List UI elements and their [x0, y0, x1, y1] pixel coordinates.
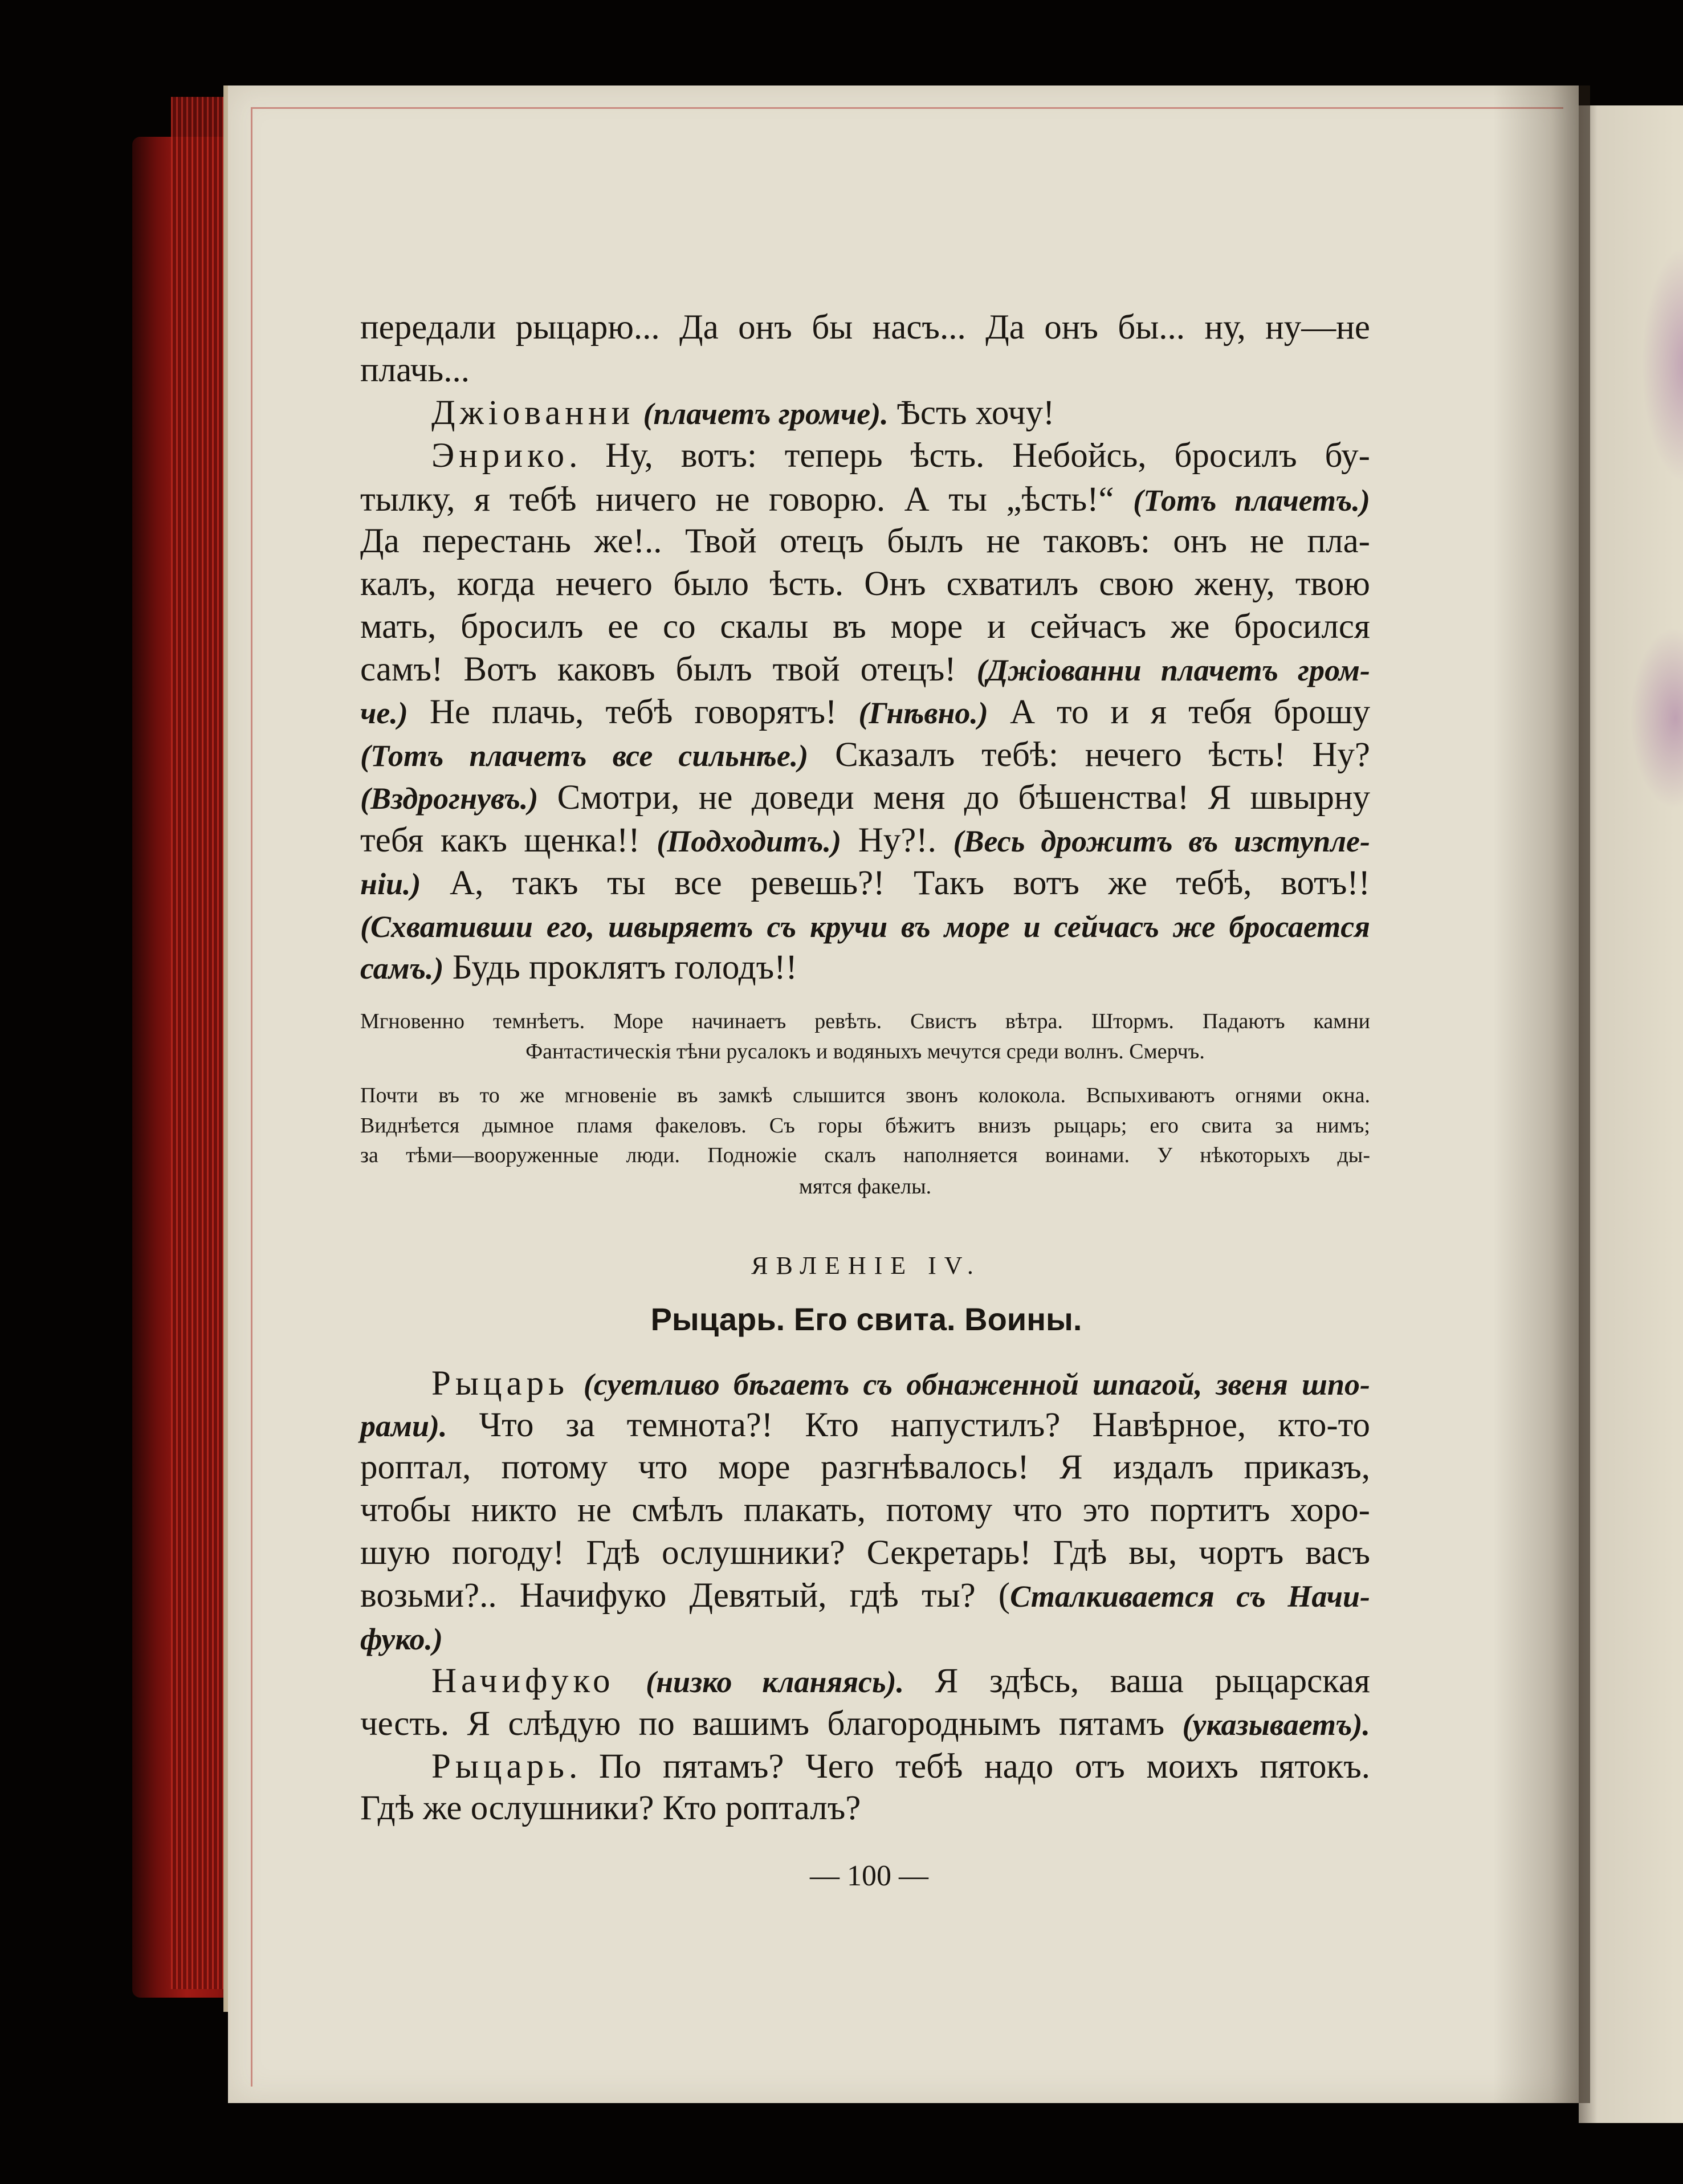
line-text: плачь...: [360, 351, 470, 389]
dialogue-line: [431, 436, 1370, 476]
speaker-name: Рыцарь: [431, 1747, 569, 1786]
stage-direction-line: Фантастическія тѣни русалокъ и водяныхъ мечутся среди волнъ. Смерчъ.: [525, 1040, 1205, 1064]
stage-remark: (Тотъ плачетъ все сильнѣе.): [360, 739, 809, 773]
line-text: самъ! Вотъ каковъ былъ твой отецъ!: [360, 650, 977, 688]
line-text: мать, бросилъ ее со скалы въ море и сейчасъ же бросился: [360, 608, 1370, 646]
stage-direction-line: Мгновенно темнѣетъ. Море начинаетъ ревѣть. Свистъ вѣтра. Штормъ. Падаютъ камни: [360, 1009, 1370, 1033]
stage-remark: (Весь дрожитъ въ изступле-: [953, 824, 1370, 858]
line-text: чтобы никто не смѣлъ плакать, потому что это портитъ хоро-: [360, 1491, 1370, 1529]
dialogue-line: [360, 821, 1370, 861]
stage-remark: (Вздрогнувъ.): [360, 781, 539, 816]
stage-remark: ніи.): [360, 867, 421, 901]
dialogue-line: [360, 735, 1370, 775]
line-text: Не плачь, тебѣ говорятъ!: [407, 693, 859, 731]
line-text: Ну?!.: [841, 821, 953, 859]
dialogue-line: [360, 1533, 1370, 1573]
scene-title: Рыцарь. Его свита. Воины.: [650, 1301, 1082, 1337]
stage-remark: (Тотъ плачетъ.): [1133, 483, 1370, 518]
dialogue-line: [431, 1364, 1370, 1404]
stage-remark: (Гнѣвно.): [858, 696, 988, 730]
page-number: — 100 —: [810, 1860, 928, 1892]
line-text: тылку, я тебѣ ничего не говорю. А ты „ѣсть!“: [360, 480, 1134, 519]
stage-remark: (Подходитъ.): [657, 824, 842, 858]
dialogue-line: [431, 1661, 1370, 1701]
dialogue-line: [360, 351, 1370, 390]
dialogue-line: [360, 1448, 1370, 1488]
line-text: Да перестань же!.. Твой отецъ былъ не таковъ: онъ не пла-: [360, 522, 1370, 560]
dialogue-line: [360, 863, 1370, 903]
dialogue-line: [360, 1576, 1370, 1616]
dialogue-line: [360, 906, 1370, 946]
stage-remark: (суетливо бѣгаетъ съ обнаженной шпагой, звеня шпо-: [583, 1367, 1370, 1401]
stage-remark: Сталкивается съ Начи-: [1010, 1579, 1370, 1613]
line-text: Ѣсть хочу!: [888, 394, 1055, 432]
line-text: [615, 1662, 646, 1700]
line-text: передали рыцарю... Да онъ бы насъ... Да онъ бы... ну, ну—не: [360, 308, 1370, 347]
speaker-name: Начифуко: [431, 1662, 615, 1700]
stage-remark: че.): [360, 696, 408, 730]
dialogue-line: [360, 1490, 1370, 1530]
line-text: Будь проклятъ голодъ!!: [443, 948, 797, 987]
dialogue-line: [360, 564, 1370, 604]
line-text: А то и я тебя брошу: [988, 693, 1370, 731]
dialogue-line: [360, 1704, 1370, 1744]
stage-remark: самъ.): [360, 951, 444, 985]
dialogue-line: [360, 1619, 1370, 1659]
stage-remark: (низко кланяясь).: [646, 1665, 904, 1699]
stage-direction-line: за тѣми—вооруженные люди. Подножіе скалъ наполняется воинами. У нѣкоторыхъ ды-: [360, 1143, 1370, 1167]
stage-remark: рами).: [360, 1409, 447, 1443]
line-text: тебя какъ щенка!!: [360, 821, 657, 859]
dialogue-line: [431, 1747, 1370, 1787]
line-text: роптал, потому что море разгнѣвалось! Я издалъ приказъ,: [360, 1448, 1370, 1486]
dialogue-line: [360, 308, 1370, 348]
line-text: Гдѣ же ослушники? Кто ропталъ?: [360, 1789, 861, 1827]
stage-direction-line: мятся факелы.: [798, 1175, 932, 1199]
dialogue-line: [360, 521, 1370, 561]
line-text: Смотри, не доведи меня до бѣшенства! Я швырну: [538, 779, 1370, 817]
line-text: возьми?.. Начифуко Девятый, гдѣ ты? (: [360, 1576, 1010, 1615]
stage-direction-line: Виднѣется дымное пламя факеловъ. Съ горы бѣжитъ внизъ рыцарь; его свита за нимъ;: [360, 1114, 1370, 1138]
line-text: Я здѣсь, ваша рыцарская: [904, 1662, 1370, 1700]
speaker-name: Джіованни: [431, 394, 635, 432]
line-text: [569, 1364, 584, 1403]
stage-remark: (Джіованни плачетъ гром-: [976, 653, 1370, 687]
stage-remark: (указываетъ).: [1182, 1708, 1370, 1742]
dialogue-line: [360, 1405, 1370, 1445]
dialogue-line: [360, 1788, 1370, 1828]
stage-remark: (Схвативши его, швыряетъ съ кручи въ море и сейчасъ же бросается: [360, 910, 1370, 944]
line-text: шую погоду! Гдѣ ослушники? Секретарь! Гдѣ вы, чортъ васъ: [360, 1534, 1370, 1572]
stage-remark: фуко.): [360, 1622, 443, 1656]
gutter-shadow: [1493, 85, 1590, 2103]
dialogue-line: [360, 650, 1370, 690]
scene-heading: ЯВЛЕНІЕ IV.: [751, 1252, 981, 1280]
line-text: калъ, когда нечего было ѣсть. Онъ схватилъ свою жену, твою: [360, 565, 1370, 603]
dialogue-line: [360, 778, 1370, 818]
stage-direction-line: Почти въ то же мгновеніе въ замкѣ слышится звонъ колокола. Вспыхиваютъ огнями окна.: [360, 1083, 1370, 1107]
line-text: [634, 394, 643, 432]
line-text: . Ну, вотъ: теперь ѣсть. Небойсь, бросилъ бу-: [569, 437, 1370, 475]
line-text: Что за темнота?! Кто напустилъ? Навѣрное, кто-то: [447, 1406, 1370, 1444]
dialogue-line: [360, 607, 1370, 647]
stage-remark: (плачетъ громче).: [643, 397, 889, 431]
speaker-name: Энрико: [431, 437, 569, 475]
dialogue-line: [360, 480, 1370, 520]
dialogue-line: [360, 692, 1370, 732]
line-text: Сказалъ тебѣ: нечего ѣсть! Ну?: [808, 736, 1370, 774]
dialogue-line: [360, 948, 1370, 988]
line-text: . По пятамъ? Чего тебѣ надо отъ моихъ пятокъ.: [568, 1747, 1370, 1786]
dialogue-line: [431, 393, 1370, 433]
speaker-name: Рыцарь: [431, 1364, 569, 1403]
line-text: честь. Я слѣдую по вашимъ благороднымъ пятамъ: [360, 1705, 1183, 1743]
line-text: А, такъ ты все ревешь?! Такъ вотъ же тебѣ, вотъ!!: [421, 864, 1370, 902]
